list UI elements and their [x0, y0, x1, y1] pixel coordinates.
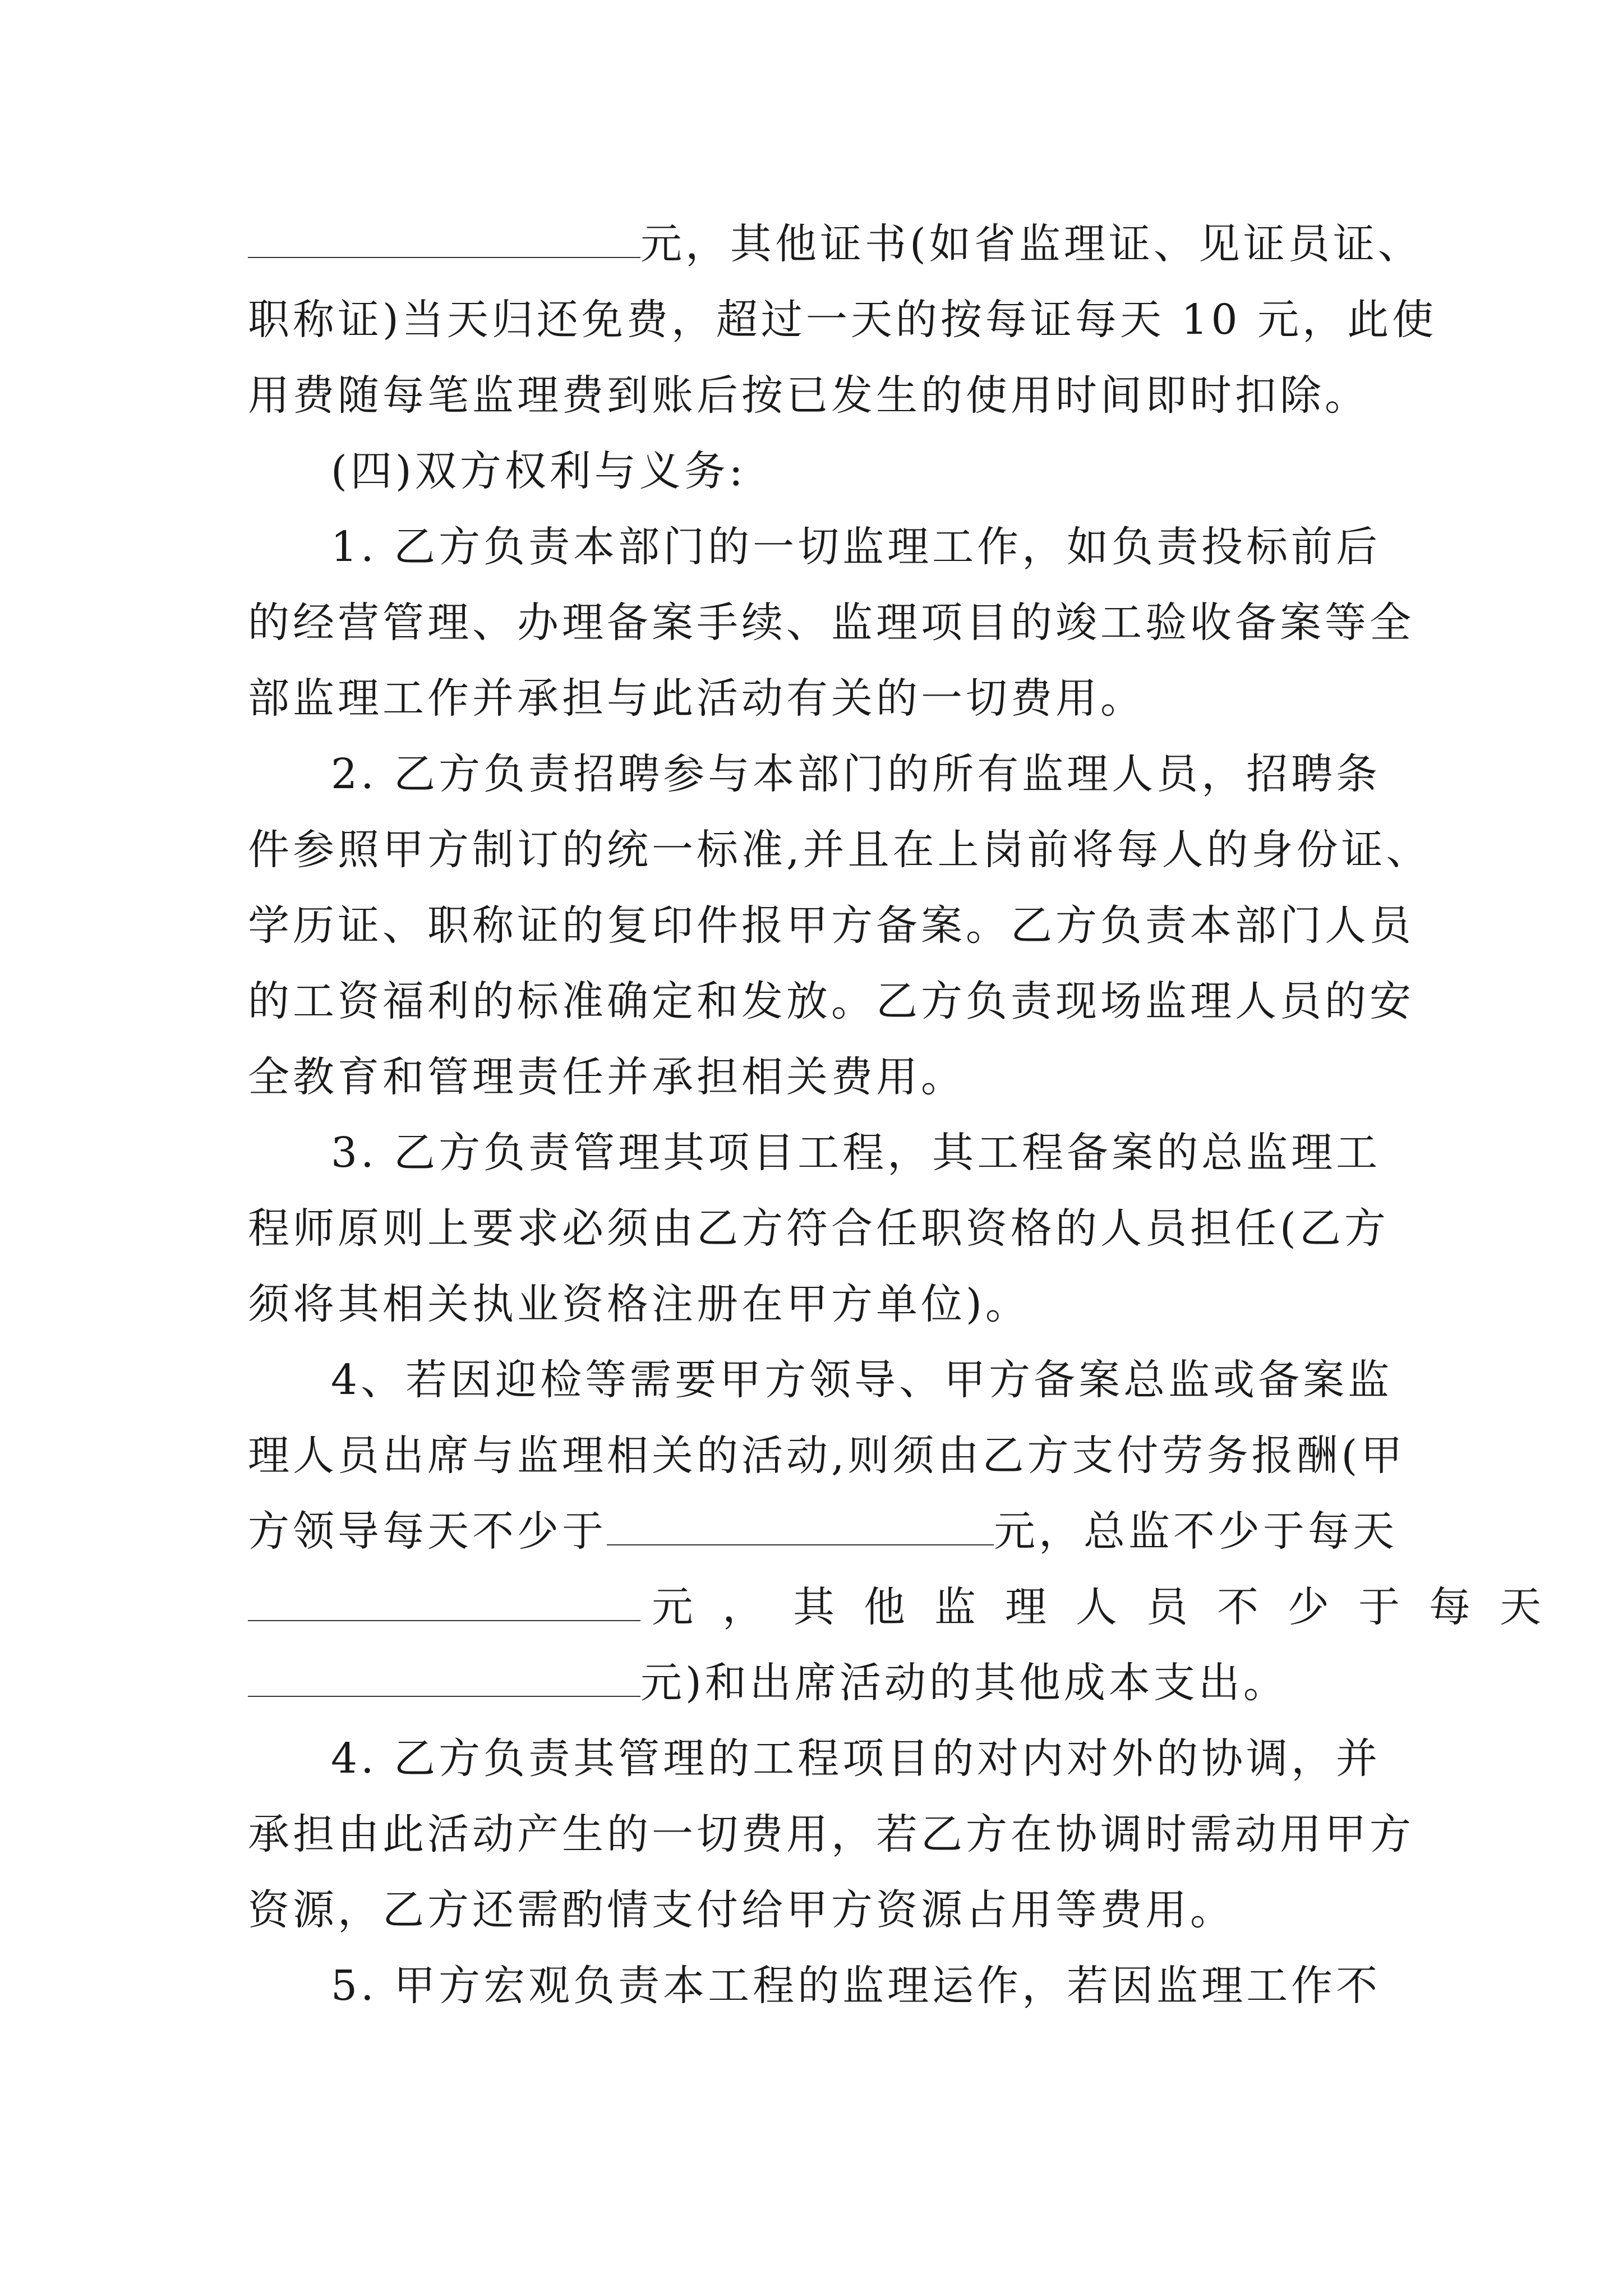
text-segment: 元，总监不少于每天 — [994, 1507, 1398, 1556]
text-line: 件参照甲方制订的统一标准,并且在上岗前将每人的身份证、 — [248, 826, 1431, 874]
text-line: 职称证)当天归还免费，超过一天的按每证每天 10 元，此使 — [248, 296, 1437, 344]
text-line: 须将其相关执业资格注册在甲方单位)。 — [248, 1280, 1030, 1328]
text-line — [248, 1573, 1570, 1641]
fill-in-blank[interactable] — [248, 222, 640, 258]
paragraph-start-line: 3. 乙方负责管理其项目工程，其工程备案的总监理工 — [331, 1129, 1381, 1177]
text-line: 承担由此活动产生的一切费用，若乙方在协调时需动用甲方 — [248, 1810, 1414, 1858]
paragraph-start-line: 2. 乙方负责招聘参与本部门的所有监理人员，招聘条 — [331, 750, 1381, 798]
text-segment: 元)和出席活动的其他成本支出。 — [640, 1659, 1288, 1707]
text-line — [248, 1649, 1392, 1717]
text-line: 用费随每笔监理费到账后按已发生的使用时间即时扣除。 — [248, 371, 1370, 420]
paragraph-start-line: 4、若因迎检等需要甲方领导、甲方备案总监或备案监 — [331, 1356, 1393, 1404]
text-line: 部监理工作并承担与此活动有关的一切费用。 — [248, 674, 1145, 723]
text-line: 程师原则上要求必须由乙方符合任职资格的人员担任(乙方 — [248, 1204, 1389, 1253]
paragraph-start-line: 4. 乙方负责其管理的工程项目的对内对外的协调，并 — [331, 1734, 1381, 1783]
text-line: 的工资福利的标准确定和发放。乙方负责现场监理人员的安 — [248, 977, 1414, 1025]
paragraph-start-line: 5. 甲方宏观负责本工程的监理运作，若因监理工作不 — [331, 1962, 1381, 2010]
text-line: 理人员出席与监理相关的活动,则须由乙方支付劳务报酬(甲 — [248, 1432, 1406, 1480]
text-line: 资源，乙方还需酌情支付给甲方资源占用等费用。 — [248, 1886, 1235, 1934]
text-segment: 元，其他证书(如省监理证、见证员证、 — [640, 220, 1423, 268]
text-line: 学历证、职称证的复印件报甲方备案。乙方负责本部门人员 — [248, 901, 1414, 950]
text-line: 的经营管理、办理备案手续、监理项目的竣工验收备案等全 — [248, 599, 1414, 647]
text-line: 全教育和管理责任并承担相关费用。 — [248, 1053, 966, 1101]
fill-in-blank[interactable] — [607, 1510, 994, 1545]
text-line — [248, 1498, 1398, 1565]
paragraph-start-line: 1. 乙方负责本部门的一切监理工作，如负责投标前后 — [331, 523, 1381, 571]
text-segment: 元，其他监理人员不少于每天 — [652, 1583, 1570, 1631]
text-segment: 方领导每天不少于 — [248, 1507, 607, 1556]
fill-in-blank[interactable] — [248, 1585, 640, 1621]
text-line — [248, 210, 1423, 278]
fill-in-blank[interactable] — [248, 1661, 640, 1697]
section-heading: (四)双方权利与义务: — [331, 447, 746, 495]
